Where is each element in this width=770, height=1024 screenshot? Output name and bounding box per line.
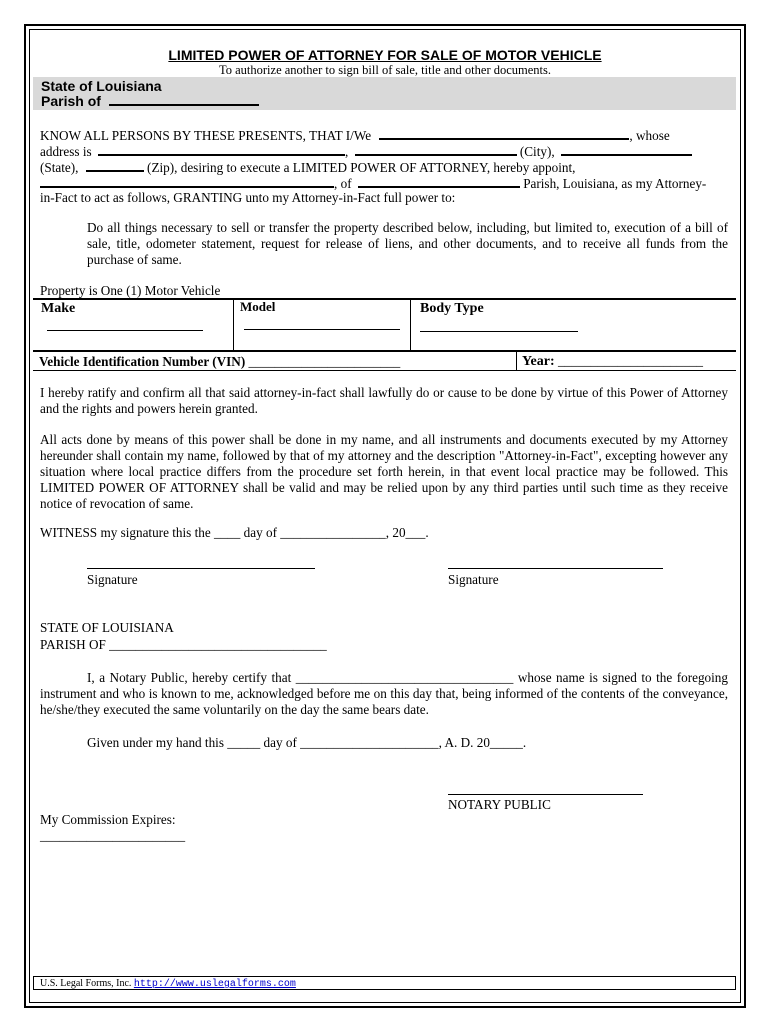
address-is-text: address is [40,144,92,159]
given-under-hand: Given under my hand this _____ day of _____________________, A. D. 20_____. [87,735,527,750]
ratify-paragraph: I hereby ratify and confirm all that said attorney-in-fact shall lawfully do or cause to be done by virtue of this Power of Attorney and the rights and powers herein granted. [40,385,728,416]
vin-blank[interactable]: _______________________ [248,354,401,369]
vehicle-caption: Property is One (1) Motor Vehicle [40,283,221,298]
in-fact-text: in-Fact to act as follows, GRANTING unto my Attorney-in-Fact full power to: [40,190,456,205]
attorney-name-blank[interactable] [40,175,334,188]
notary-public-label: NOTARY PUBLIC [448,797,551,812]
year-label: Year: [522,354,555,369]
body-type-label: Body Type [420,301,484,316]
witness-line: WITNESS my signature this the ____ day of ________________, 20___. [40,525,429,540]
comma-text: , [344,144,349,159]
model-label: Model [240,299,276,314]
zip-text: (Zip), desiring to execute a LIMITED POWER OF ATTORNEY, hereby appoint, [147,160,576,175]
city-label: (City), [519,144,555,159]
make-label: Make [41,301,76,316]
state-label: State of Louisiana [41,78,162,94]
notary-parish-blank[interactable]: _________________________________ [109,637,327,652]
attorney-parish-blank[interactable] [358,175,520,188]
zip-blank[interactable] [86,159,144,172]
vehicle-table [33,298,736,371]
notary-parish-label: PARISH OF [40,637,106,652]
city-blank[interactable] [355,143,517,156]
notary-certify-paragraph: I, a Notary Public, hereby certify that _________________________________ whose name is signed to the foregoing instrument and who is known to me, acknowledged before me on this day that, being informed of the contents of the conveyance, he/she/they executed the same voluntarily on the day the same bears date. [40,670,728,717]
commission-blank[interactable]: ______________________ [40,828,186,843]
signature-line-left[interactable] [87,568,315,569]
signature-label-left: Signature [87,572,138,587]
signature-line-right[interactable] [448,568,663,569]
parish-louisiana-text: Parish, Louisiana, as my Attorney- [523,176,707,191]
body-type-blank[interactable] [420,330,578,332]
state-blank[interactable] [561,143,692,156]
vin-label: Vehicle Identification Number (VIN) [39,354,246,369]
footer-link[interactable]: http://www.uslegalforms.com [133,979,296,990]
state-parish-header [33,77,736,110]
state-label-text: (State), [40,160,79,175]
of-text: , of [334,176,352,191]
notary-state: STATE OF LOUISIANA [40,620,174,635]
parish-blank[interactable] [109,93,259,106]
whose-text: , whose [629,128,670,143]
document-subtitle: To authorize another to sign bill of sale, title and other documents. [218,63,552,77]
address-blank[interactable] [98,143,345,156]
make-blank[interactable] [47,329,203,331]
principal-name-blank[interactable] [379,127,629,140]
commission-label: My Commission Expires: [40,812,176,827]
footer-bar [33,976,736,990]
powers-paragraph: Do all things necessary to sell or transfer the property described below, including, but limited to, execution of a bill of sale, title, odometer statement, request for release of liens, and other documents, and to receive all funds from the purchase of same. [87,220,728,267]
footer-company: U.S. Legal Forms, Inc. [40,978,132,989]
model-blank[interactable] [244,328,400,330]
know-all-text: KNOW ALL PERSONS BY THESE PRESENTS, THAT I/We [40,128,372,143]
parish-label: Parish of [41,93,101,109]
year-blank[interactable]: ______________________ [557,353,704,368]
acts-paragraph: All acts done by means of this power shall be done in my name, and all instruments and documents executed by my Attorney hereunder shall contain my name, followed by that of my attorney and the description "Attorney-in-Fact", excepting however any situation where local practice differs from the procedure set forth herein, in that event local practice may be followed. This LIMITED POWER OF ATTORNEY shall be valid and may be relied upon by any third parties until such time as they receive notice of revocation of same. [40,432,728,511]
document-title: LIMITED POWER OF ATTORNEY FOR SALE OF MOTOR VEHICLE [168,47,602,63]
signature-label-right: Signature [448,572,499,587]
notary-signature-line[interactable] [448,794,643,795]
